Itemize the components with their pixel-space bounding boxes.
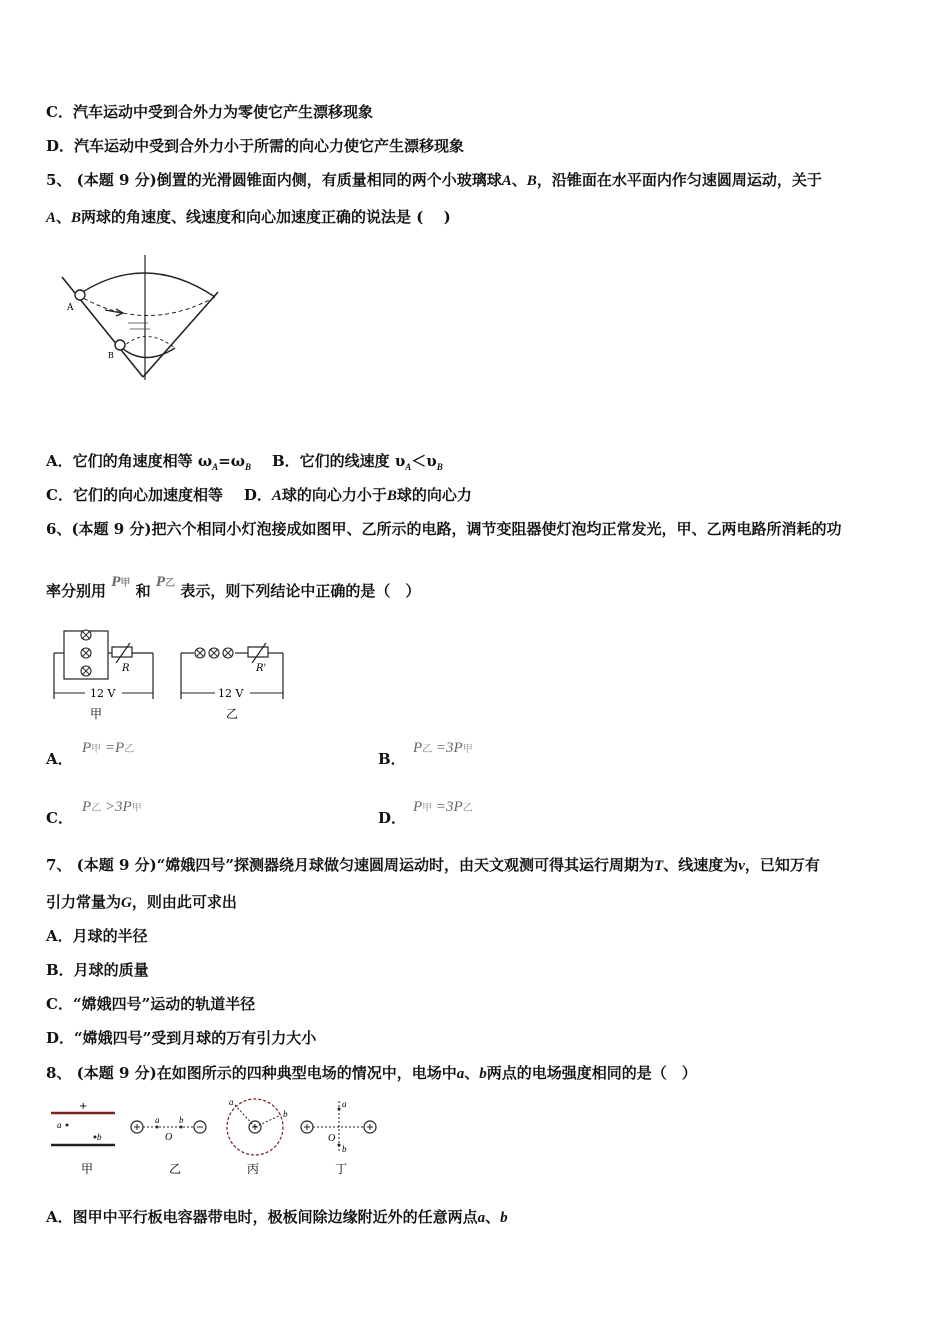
q7-stem-line1: 7、 (本题 9 分)“嫦娥四号”探测器绕月球做匀速圆周运动时，由天文观测可得其运行周期为T、线速度为v，已知万有 <box>46 856 820 874</box>
caption-jia-field: 甲 <box>81 1162 94 1176</box>
resistor-label-r-prime: R' <box>256 663 267 674</box>
ding-point-a: a <box>342 1099 347 1109</box>
q7-option-a: A．月球的半径 <box>46 927 148 945</box>
electric-field-figure <box>45 1095 385 1180</box>
q7-option-b: B．月球的质量 <box>46 961 149 979</box>
yi-point-a: a <box>155 1115 160 1125</box>
yi-origin: O <box>165 1132 173 1143</box>
q4-option-c: C．汽车运动中受到合外力为零使它产生漂移现象 <box>46 103 373 121</box>
circuit-figure <box>50 625 290 725</box>
q5-stem-line1: 5、 (本题 9 分)倒置的光滑圆锥面内侧，有质量相同的两个小玻璃球A、B，沿锥面在水平面内作匀速圆周运动，关于 <box>46 171 822 189</box>
fig-label-b: B <box>108 351 114 360</box>
caption-yi-field: 乙 <box>169 1162 182 1176</box>
q6-option-a-label: A． <box>46 750 73 768</box>
caption-jia: 甲 <box>90 707 103 721</box>
resistor-label-r: R <box>122 663 130 674</box>
q5-options-ab: A．它们的角速度相等 $\omega_A=\omega_B$ B．它们的线速度 $\upsilon_A<\upsilon_B$ <box>46 452 443 472</box>
bing-point-a: a <box>229 1097 234 1107</box>
q6-option-d-formula: P甲 =3P乙 <box>413 799 473 815</box>
q7-option-c: C．“嫦娥四号”运动的轨道半径 <box>46 995 256 1013</box>
q5-options-cd: C．它们的向心加速度相等 D．A球的向心力小于B球的向心力 <box>46 486 472 504</box>
q6-option-c-formula: P乙 >3P甲 <box>82 799 142 815</box>
q7-stem-line2: 引力常量为G，则由此可求出 <box>46 893 237 911</box>
q5-stem-line2: A、B两球的角速度、线速度和向心加速度正确的说法是 ( ) <box>46 208 451 226</box>
q6-option-a-formula: P甲 =P乙 <box>82 740 135 756</box>
ding-point-b: b <box>342 1144 347 1154</box>
q8-stem: 8、 (本题 9 分)在如图所示的四种典型电场的情况中，电场中a、b两点的电场强度相同的是（ ） <box>46 1064 697 1082</box>
q6-option-b-formula: P乙 =3P甲 <box>413 740 473 756</box>
jia-point-a: a <box>57 1120 62 1130</box>
q7-option-d: D．“嫦娥四号”受到月球的万有引力大小 <box>46 1029 317 1047</box>
caption-yi: 乙 <box>226 707 239 721</box>
yi-point-b: b <box>179 1115 184 1125</box>
q6-option-d-label: D． <box>378 809 407 827</box>
cone-figure <box>50 255 230 385</box>
q6-stem-line2: 率分别用 P甲 和 P乙 表示，则下列结论中正确的是（ ） <box>46 574 421 600</box>
plate-plus-sign: + <box>79 1101 88 1112</box>
caption-bing-field: 丙 <box>247 1162 260 1176</box>
q6-option-c-label: C． <box>46 809 73 827</box>
q6-stem-line1: 6、(本题 9 分)把六个相同小灯泡接成如图甲、乙所示的电路，调节变阻器使灯泡均正常发光，甲、乙两电路所消耗的功 <box>46 520 842 538</box>
jia-point-b: b <box>97 1132 102 1142</box>
bing-point-b: b <box>283 1109 288 1119</box>
ding-origin: O <box>328 1133 336 1144</box>
q4-option-d: D．汽车运动中受到合外力小于所需的向心力使它产生漂移现象 <box>46 137 465 155</box>
q8-option-a: A．图甲中平行板电容器带电时，极板间除边缘附近外的任意两点a、b <box>46 1208 508 1226</box>
fig-label-a: A <box>67 303 74 313</box>
volt-label-yi: 12 V <box>218 687 244 700</box>
caption-ding-field: 丁 <box>335 1162 348 1176</box>
volt-label-jia: 12 V <box>90 687 116 700</box>
q6-option-b-label: B． <box>378 750 406 768</box>
